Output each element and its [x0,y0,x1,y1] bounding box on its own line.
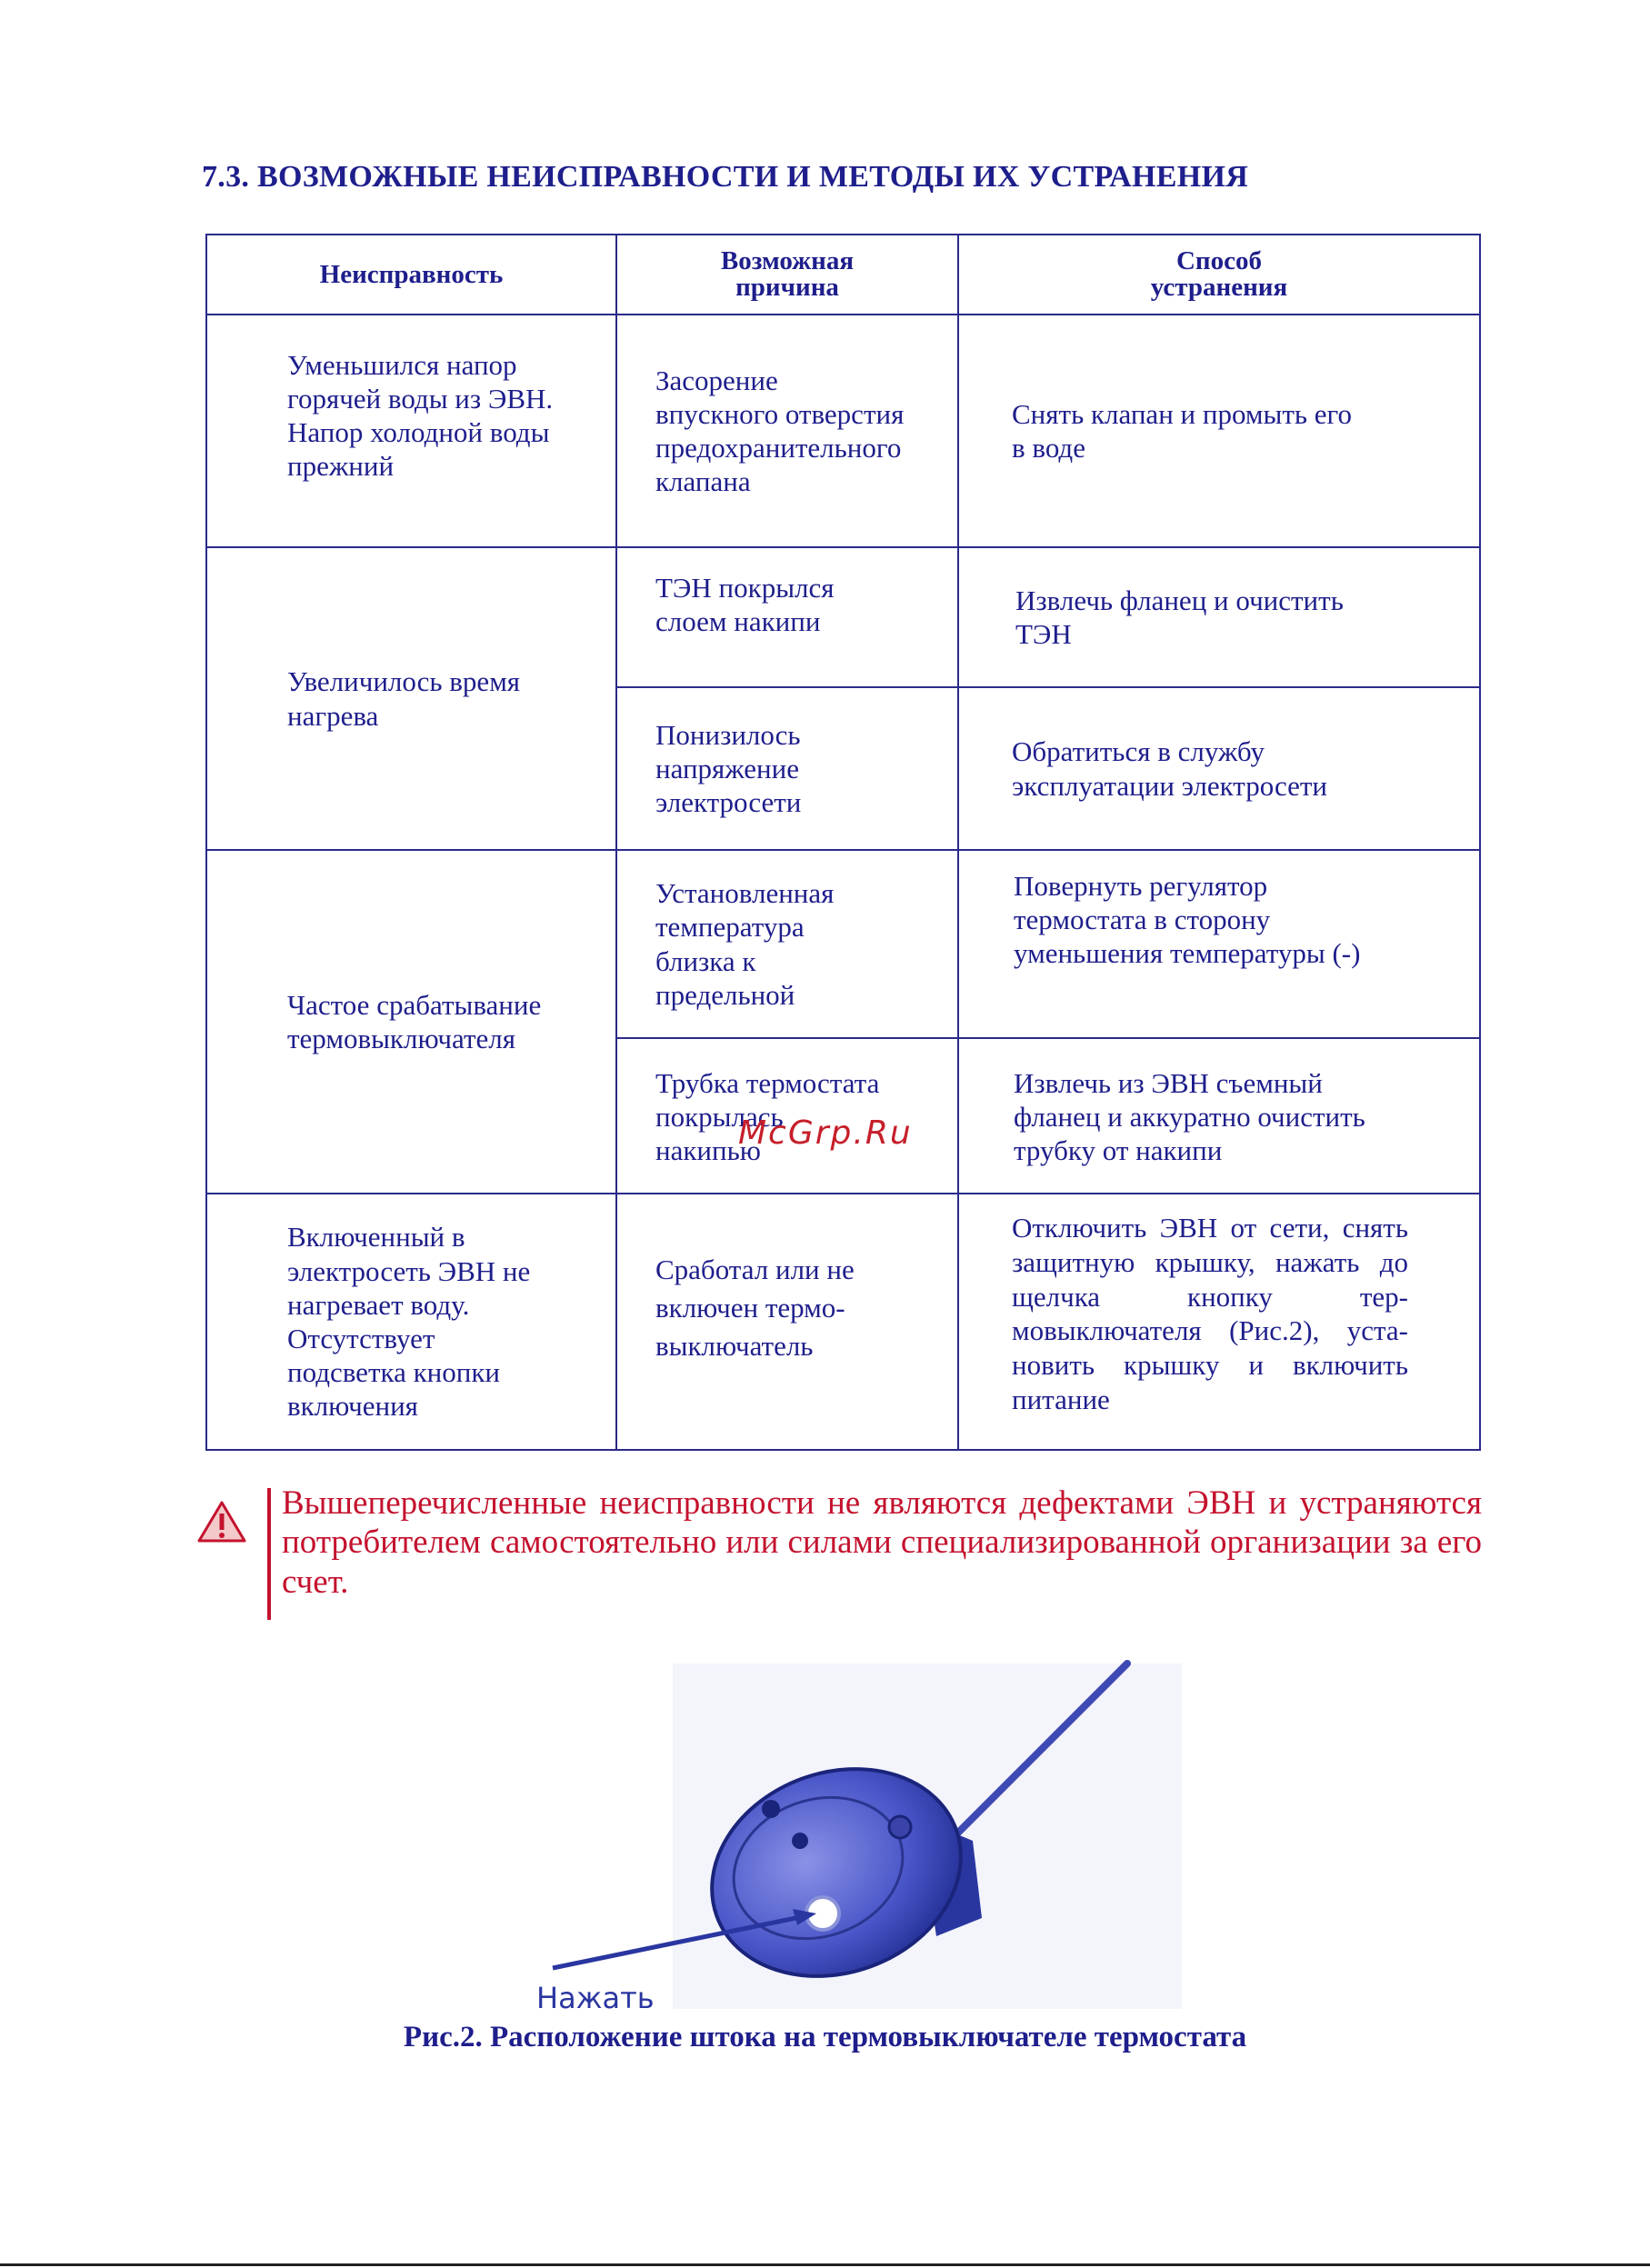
section-heading: 7.3. ВОЗМОЖНЫЕ НЕИСПРАВНОСТИ И МЕТОДЫ ИХ УСТРАНЕНИЯ [202,160,1249,194]
fault-cell: Включенный в электросеть ЭВН не нагревает воду. Отсутствует подсветка кнопки включения [206,1194,616,1450]
cause-cell: Засорение впускного отверстия предохранительного клапана [616,315,958,547]
cause-cell: Понизилось напряжение электросети [616,687,958,850]
watermark: McGrp.Ru [738,1114,913,1152]
press-label: Нажать [536,1981,655,2015]
cause-cell: Установленная температура близка к предельной [616,850,958,1038]
cause-cell: Трубка термостата покрылась накипью [616,1038,958,1194]
warning-text: Вышеперечисленные неисправности не являются дефектами ЭВН и устраняются потребителем самостоятельно или силами специализированной организации за его счет. [282,1484,1482,1601]
remedy-cell: Извлечь из ЭВН съемный фланец и аккуратно очистить трубку от накипи [958,1038,1480,1194]
table-row [206,547,1480,687]
warning-bar [267,1488,271,1620]
table-header-row [206,235,1480,315]
terminal-icon [792,1833,808,1849]
figure-caption: Рис.2. Расположение штока на термовыключателе термостата [403,2021,1247,2053]
screw-icon [889,1816,911,1838]
remedy-cell: Обратиться в службу эксплуатации электросети [958,687,1480,850]
header-cause: Возможная причина [616,235,958,315]
page-edge-line [0,2263,1650,2266]
table-row [206,850,1480,1038]
warning-triangle-icon [196,1500,247,1544]
fault-cell: Частое срабатывание термовыключателя [206,850,616,1194]
troubleshooting-table [205,234,1481,1451]
thermostat-figure [527,1645,1182,2027]
terminal-icon [762,1800,780,1818]
fault-cell: Увеличилось время нагрева [206,547,616,850]
fault-cell: Уменьшился напор горячей воды из ЭВН. Напор холодной воды прежний [206,315,616,547]
remedy-cell: Снять клапан и промыть его в воде [958,315,1480,547]
remedy-cell: Извлечь фланец и очистить ТЭН [958,547,1480,687]
header-remedy: Способ устранения [958,235,1480,315]
remedy-cell: Повернуть регулятор термостата в сторону уменьшения температуры (-) [958,850,1480,1038]
header-fault: Неисправность [206,235,616,315]
cause-cell: ТЭН покрылся слоем накипи [616,547,958,687]
remedy-cell: Отключить ЭВН от сети, снять защитную крышку, нажать до щелчка кнопку тер-мовыключателя (Рис.2), уста-новить крышку и включить питание [958,1194,1480,1450]
table-row [206,1194,1480,1450]
cause-cell: Сработал или не включен термо- выключатель [616,1194,958,1450]
table-row [206,315,1480,547]
